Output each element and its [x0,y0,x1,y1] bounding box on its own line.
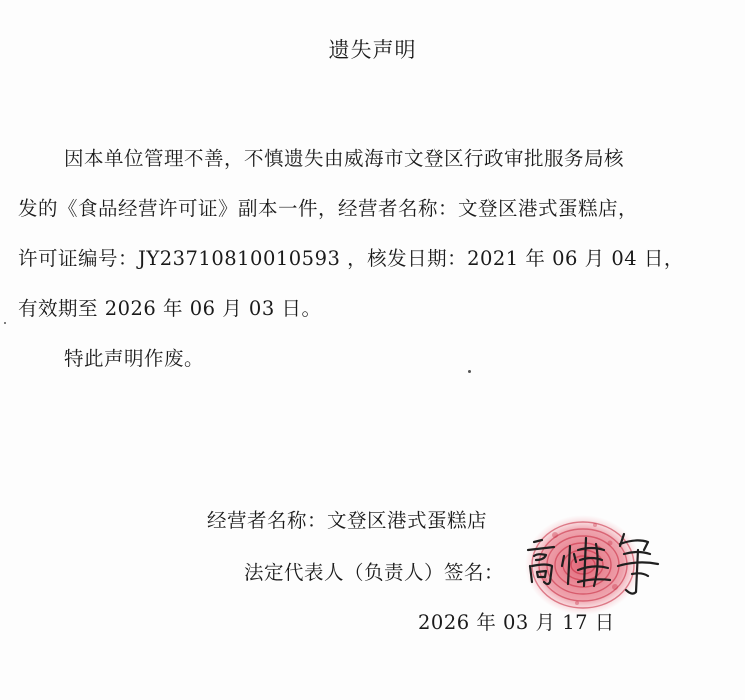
handwritten-signature [520,520,670,600]
notice-paragraph [18,134,726,334]
representative-signature-label: 法定代表人（负责人）签名： [244,561,505,584]
notice-line: 许可证编号：JY23710810010593 ，核发日期：2021 年 06 月 04 日， [18,247,684,270]
scan-speck [468,370,471,373]
scan-speck [4,322,6,324]
notice-body [18,134,726,384]
void-statement: 特此声明作废。 [64,347,205,370]
notice-title: 遗失声明 [328,38,417,62]
notice-line: 有效期至 2026 年 06 月 03 日。 [18,297,322,320]
notice-line: 因本单位管理不善，不慎遗失由威海市文登区行政审批服务局核 [64,147,625,170]
signature-date: 2026 年 03 月 17 日 [418,611,615,634]
notice-line: 发的《食品经营许可证》副本一件，经营者名称：文登区港式蛋糕店， [18,197,639,220]
operator-name-line: 经营者名称：文登区港式蛋糕店 [207,509,488,532]
